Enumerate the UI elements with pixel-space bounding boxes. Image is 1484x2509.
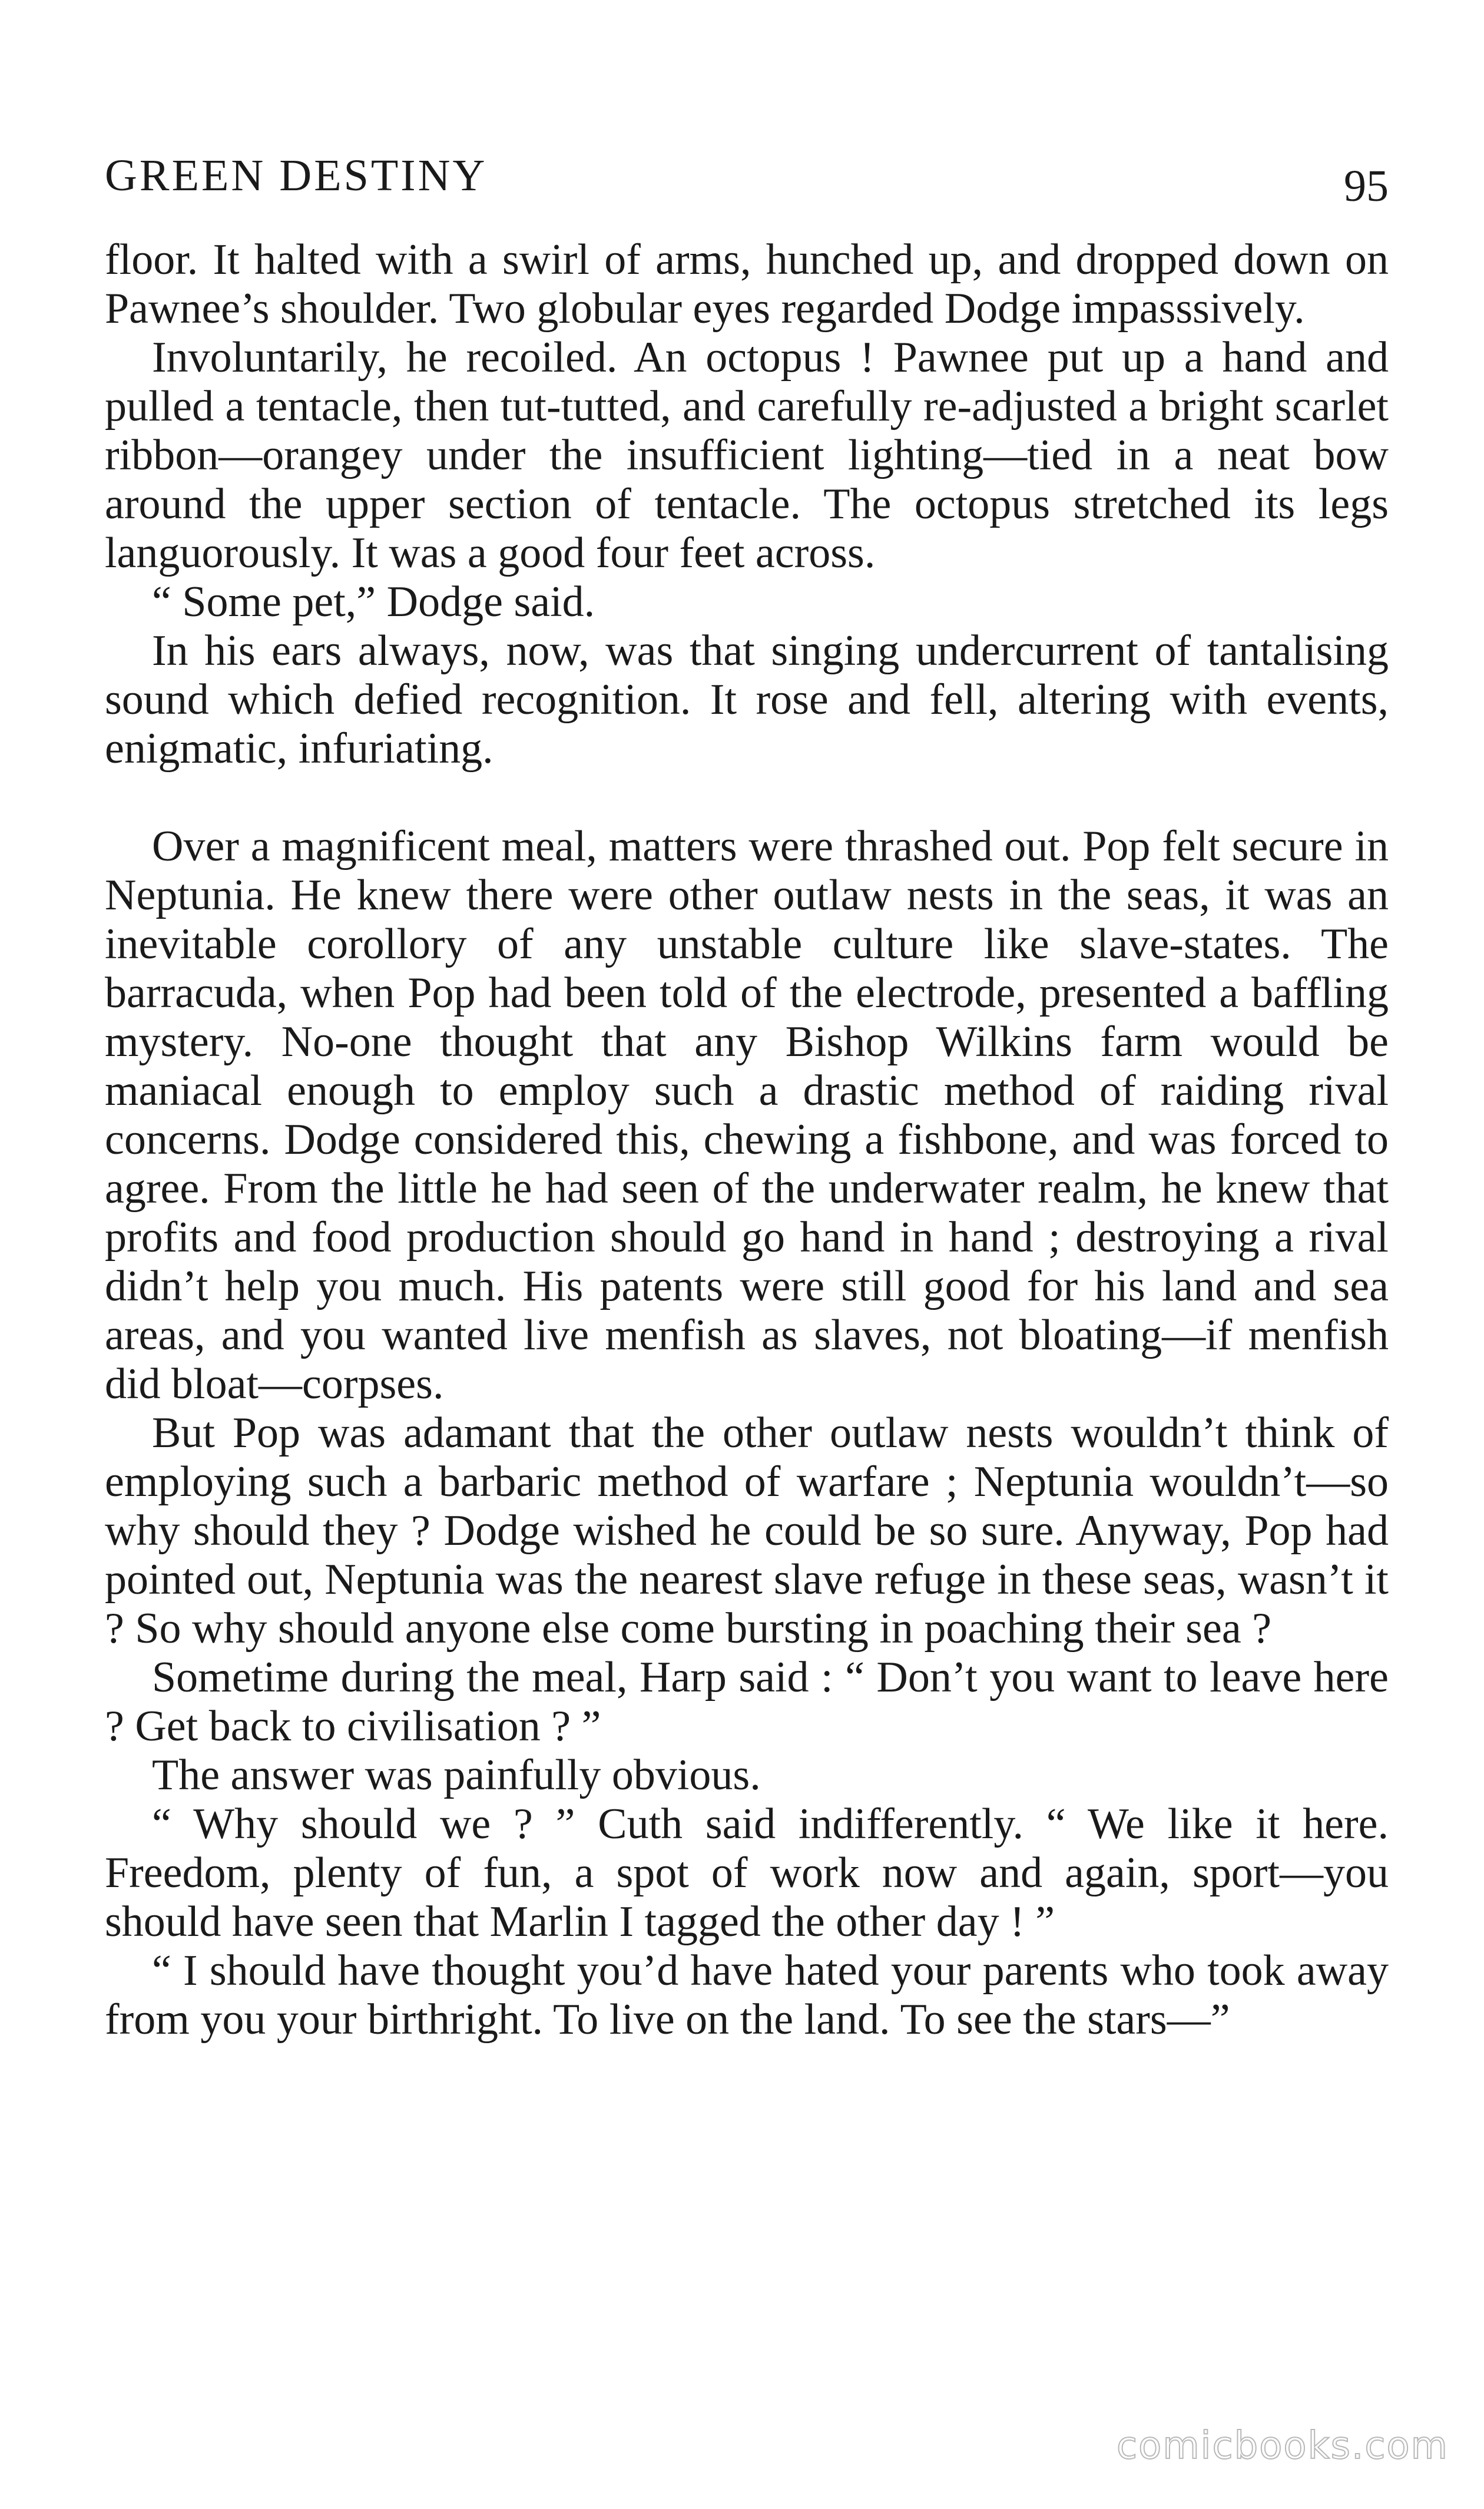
body-text: [105, 236, 1389, 2044]
paragraph: “ Why should we ? ” Cuth said indifferently. “ We like it here. Freedom, plenty of fun, a spot of work now and again, sport—you should have seen that Marlin I tagged the other day ! ”: [105, 1800, 1389, 1946]
page-header: [105, 146, 1389, 217]
paragraph: Over a magnificent meal, matters were thrashed out. Pop felt secure in Neptunia. He knew there were other outlaw nests in the seas, it was an inevitable corollory of any unstable culture like slave-states. The barracuda, when Pop had been told of the electrode, presented a baffling mystery. No-one thought that any Bishop Wilkins farm would be maniacal enough to employ such a drastic method of raiding rival concerns. Dodge considered this, chewing a fishbone, and was forced to agree. From the little he had seen of the underwater realm, he knew that profits and food production should go hand in hand ; destroying a rival didn’t help you much. His patents were still good for his land and sea areas, and you wanted live menfish as slaves, not bloating—if menfish did bloat—corpses.: [105, 822, 1389, 1408]
running-head: GREEN DESTINY: [105, 151, 488, 200]
paragraph: But Pop was adamant that the other outlaw nests wouldn’t think of employing such a barbaric method of warfare ; Neptunia wouldn’t—so why should they ? Dodge wished he could be so sure. Anyway, Pop had pointed out, Neptunia was the nearest slave refuge in these seas, wasn’t it ? So why should anyone else come bursting in poaching their sea ?: [105, 1409, 1389, 1653]
watermark: comicbooks.com: [1116, 2424, 1449, 2468]
paragraph: Involuntarily, he recoiled. An octopus ! Pawnee put up a hand and pulled a tentacle, then tut-tutted, and carefully re-adjusted a bright scarlet ribbon—orangey under the insufficient lighting—tied in a neat bow around the upper section of tentacle. The octopus stretched its legs languorously. It was a good four feet across.: [105, 333, 1389, 577]
paragraph: “ I should have thought you’d have hated your parents who took away from you your birthright. To live on the land. To see the stars—”: [105, 1947, 1389, 2044]
section-break: [105, 773, 1389, 822]
paragraph: Sometime during the meal, Harp said : “ Don’t you want to leave here ? Get back to civilisation ? ”: [105, 1653, 1389, 1750]
paragraph: “ Some pet,” Dodge said.: [152, 578, 595, 626]
page-number: 95: [1344, 161, 1389, 211]
paragraph: In his ears always, now, was that singing undercurrent of tantalising sound which defied recognition. It rose and fell, altering with events, enigmatic, infuriating.: [105, 627, 1389, 773]
paragraph: The answer was painfully obvious.: [152, 1751, 761, 1799]
paragraph: floor. It halted with a swirl of arms, hunched up, and dropped down on Pawnee’s shoulder. Two globular eyes regarded Dodge impasssively.: [105, 236, 1389, 333]
